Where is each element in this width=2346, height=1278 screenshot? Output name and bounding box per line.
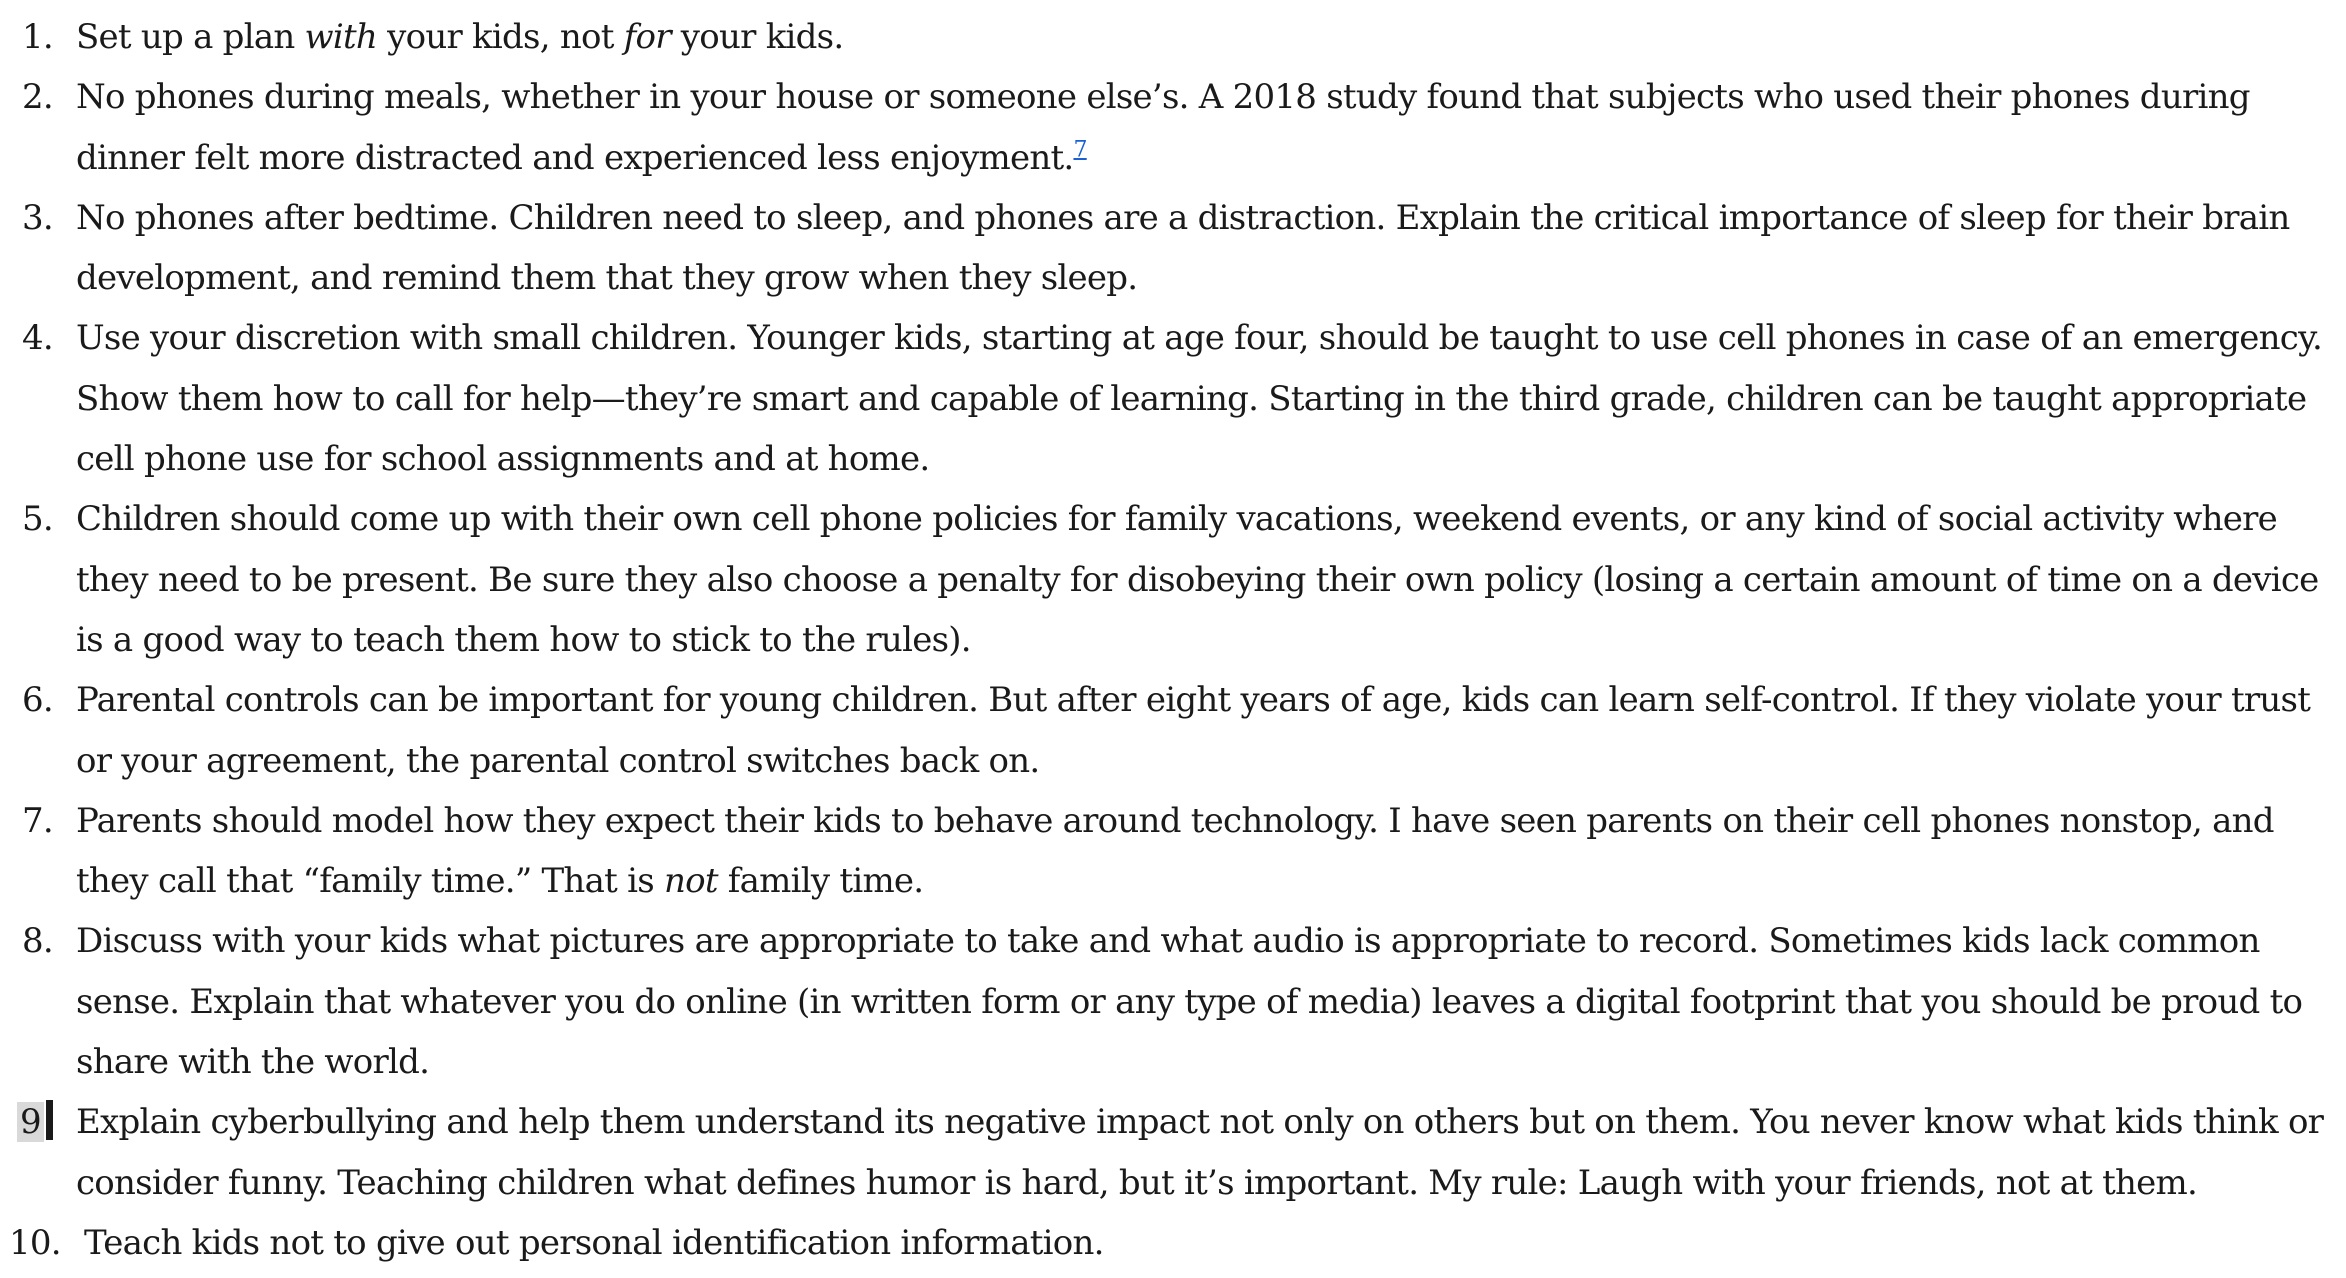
footnote-link[interactable]: 7	[1073, 137, 1087, 163]
text-cursor	[46, 1100, 53, 1140]
list-number: 1.	[22, 17, 53, 57]
list-item-5	[0, 489, 2346, 670]
list-item-text: Explain cyberbullying and help them understand its negative impact not only on others but on them. You never know what kids think or consider funny. Teaching children what defines humor is hard, but it’s important. My rule: Laugh with your friends, not at them.	[76, 1102, 2324, 1203]
list-item-text: Set up a plan with your kids, not for your kids.	[76, 17, 844, 57]
list-item-4	[0, 308, 2346, 489]
list-number: 6.	[22, 680, 53, 721]
list-item-3	[0, 188, 2346, 309]
list-item-text: Parents should model how they expect their kids to behave around technology. I have seen parents on their cell phones nonstop, and they call that “family time.” That is not family time.	[76, 800, 2274, 902]
list-number: 3.	[22, 197, 53, 238]
list-item-text: Use your discretion with small children. Younger kids, starting at age four, should be taught to use cell phones in case of an emergency. Show them how to call for help—they’re smart and capable of learning. Starting in the third grade, children can be taught appropriate cell phone use for school assignments and at home.	[76, 318, 2323, 480]
list-item-9	[0, 1092, 2346, 1213]
list-number: 7.	[22, 800, 53, 841]
list-item-7	[0, 791, 2346, 912]
rules-list	[0, 7, 2346, 1273]
list-number: 5.	[22, 499, 53, 540]
list-number: 10.	[9, 1222, 61, 1263]
list-item-text: No phones after bedtime. Children need to sleep, and phones are a distraction. Explain the critical importance of sleep for their brain development, and remind them that they grow when they sleep.	[76, 197, 2290, 299]
list-item-text: Discuss with your kids what pictures are appropriate to take and what audio is appropriate to record. Sometimes kids lack common sense. Explain that whatever you do online (in written form or any type of media) leaves a digital footprint that you should be proud to share with the world.	[76, 921, 2303, 1083]
list-item-2	[0, 67, 2346, 188]
list-item-text: No phones during meals, whether in your house or someone else’s. A 2018 study found that subjects who used their phones during dinner felt more distracted and experienced less enjoyment.$^7$	[76, 77, 2250, 178]
list-number-selected[interactable]	[17, 1092, 53, 1152]
list-item-10	[0, 1213, 2346, 1273]
list-item-text: Teach kids not to give out personal identification information.	[84, 1222, 1104, 1263]
list-item-8	[0, 911, 2346, 1092]
list-item-text: Children should come up with their own cell phone policies for family vacations, weekend events, or any kind of social activity where they need to be present. Be sure they also choose a penalty for disobeying their own policy (losing a certain amount of time on a device is a good way to teach them how to stick to the rules).	[76, 499, 2319, 660]
list-item-text: Parental controls can be important for young children. But after eight years of age, kids can learn self-control. If they violate your trust or your agreement, the parental control switches back on.	[76, 680, 2311, 781]
list-number: 2.	[22, 77, 53, 118]
list-item-6	[0, 670, 2346, 791]
selection-highlight[interactable]: 9	[17, 1102, 44, 1142]
list-number: 8.	[22, 921, 53, 962]
list-item-1	[0, 7, 2346, 67]
list-number: 4.	[22, 318, 53, 359]
